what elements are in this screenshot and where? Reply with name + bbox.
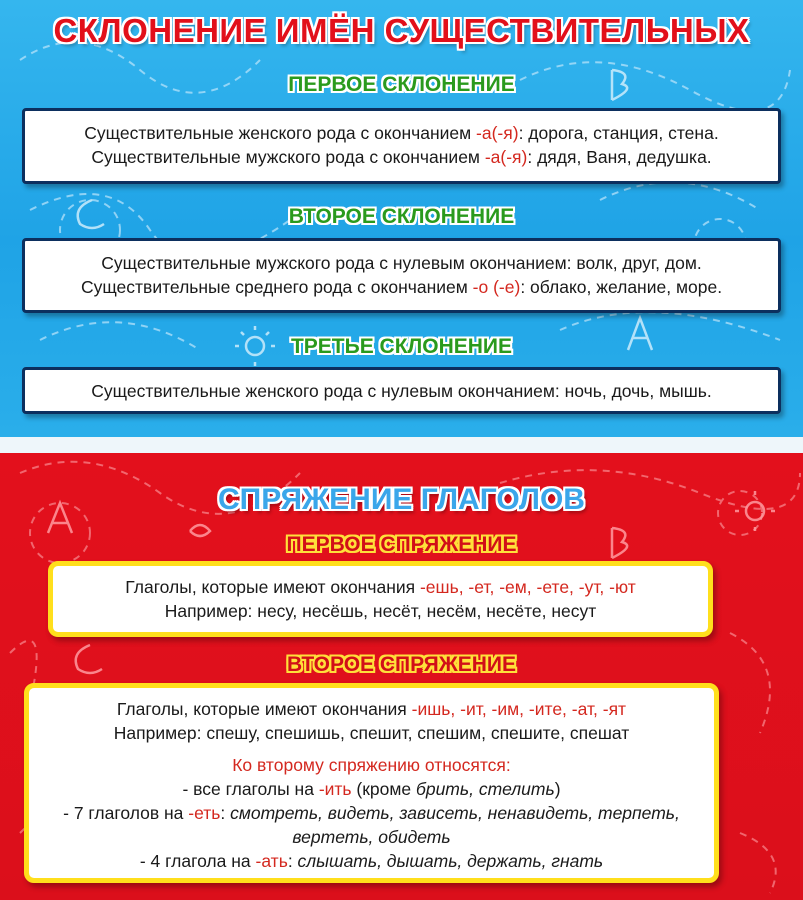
second-conjugation-item-2: - 7 глаголов на -еть: смотреть, видеть, зависеть, ненавидеть, терпеть, <box>63 803 680 823</box>
second-conjugation-item-3: - 4 глагола на -ать: слышать, дышать, держать, гнать <box>139 851 604 871</box>
second-conjugation-heading: ВТОРОЕ СПРЯЖЕНИЕ <box>286 653 516 676</box>
third-declension-heading: ТРЕТЬЕ СКЛОНЕНИЕ <box>290 335 513 358</box>
first-conjugation-line-2: Например: несу, несёшь, несёт, несём, несёте, несут <box>164 601 597 621</box>
second-declension-line-1: Существительные мужского рода с нулевым окончанием: волк, друг, дом. <box>101 253 702 273</box>
second-declension-line-2: Существительные среднего рода с окончанием -о (-е): облако, желание, море. <box>80 277 723 297</box>
declension-title: СКЛОНЕНИЕ ИМЁН СУЩЕСТВИТЕЛЬНЫХ <box>53 12 750 49</box>
first-declension-heading: ПЕРВОЕ СКЛОНЕНИЕ <box>288 73 515 96</box>
first-conjugation-box <box>48 561 713 637</box>
second-conjugation-note-heading: Ко второму спряжению относятся: <box>232 755 511 775</box>
conjugation-title: СПРЯЖЕНИЕ ГЛАГОЛОВ <box>218 483 585 516</box>
first-declension-box <box>22 108 781 184</box>
first-declension-line-1: Существительные женского рода с окончанием -а(-я): дорога, станция, стена. <box>84 123 719 143</box>
second-declension-box <box>22 238 781 313</box>
second-conjugation-box <box>24 683 719 883</box>
second-conjugation-item-1: - все глаголы на -ить (кроме брить, стелить) <box>182 779 561 799</box>
second-conjugation-line-1: Глаголы, которые имеют окончания -ишь, -ит, -им, -ите, -ат, -ят <box>116 699 627 719</box>
first-conjugation-line-1: Глаголы, которые имеют окончания -ешь, -ет, -ем, -ете, -ут, -ют <box>125 577 636 597</box>
second-conjugation-line-2: Например: спешу, спешишь, спешит, спешим, спешите, спешат <box>113 723 630 743</box>
third-declension-line-1: Существительные женского рода с нулевым окончанием: ночь, дочь, мышь. <box>91 381 712 401</box>
first-conjugation-heading: ПЕРВОЕ СПРЯЖЕНИЕ <box>286 533 517 556</box>
second-conjugation-item-2-cont: вертеть, обидеть <box>292 827 451 847</box>
third-declension-box <box>22 367 781 414</box>
conjugation-panel <box>0 453 803 900</box>
section-divider <box>0 437 803 453</box>
declension-panel <box>0 0 803 437</box>
second-declension-heading: ВТОРОЕ СКЛОНЕНИЕ <box>288 205 515 228</box>
first-declension-line-2: Существительные мужского рода с окончанием -а(-я): дядя, Ваня, дедушка. <box>91 147 712 167</box>
